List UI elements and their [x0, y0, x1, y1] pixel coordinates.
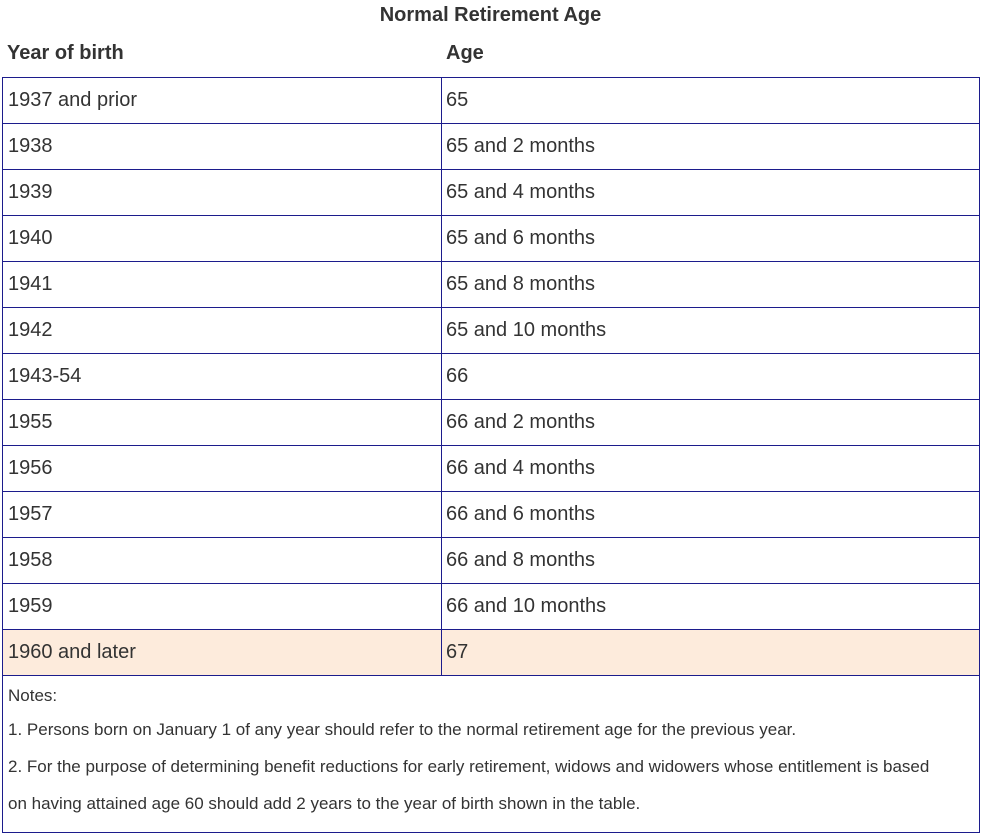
year-cell: 1937 and prior — [3, 78, 442, 123]
year-cell: 1941 — [3, 262, 442, 307]
age-cell: 65 — [446, 89, 469, 111]
year-cell: 1960 and later — [3, 630, 442, 675]
retirement-age-table — [2, 77, 980, 676]
table-row — [2, 584, 980, 630]
age-cell: 66 — [446, 365, 469, 387]
header-age: Age — [446, 42, 484, 64]
table-header-row — [0, 30, 981, 77]
age-cell: 66 and 4 months — [446, 457, 595, 479]
table-row — [2, 538, 980, 584]
header-year-of-birth: Year of birth — [7, 42, 124, 64]
note-item: 2. For the purpose of determining benefit reductions for early retirement, widows and widowers whose entitlement is based — [8, 757, 930, 776]
age-cell: 65 and 4 months — [446, 181, 595, 203]
year-cell: 1939 — [3, 170, 442, 215]
table-row — [2, 124, 980, 170]
table-row — [2, 170, 980, 216]
age-cell: 66 and 8 months — [446, 549, 595, 571]
note-item: 1. Persons born on January 1 of any year should refer to the normal retirement age for the previous year. — [8, 720, 797, 739]
year-cell: 1955 — [3, 400, 442, 445]
year-cell: 1957 — [3, 492, 442, 537]
year-cell: 1959 — [3, 584, 442, 629]
table-row — [2, 308, 980, 354]
table-caption: Normal Retirement Age — [379, 4, 602, 26]
table-row — [2, 446, 980, 492]
age-cell: 66 and 2 months — [446, 411, 595, 433]
age-cell: 67 — [446, 641, 469, 663]
age-cell: 65 and 2 months — [446, 135, 595, 157]
age-cell: 65 and 6 months — [446, 227, 595, 249]
note-item: on having attained age 60 should add 2 years to the year of birth shown in the table. — [8, 794, 641, 813]
table-row — [2, 77, 980, 124]
notes-heading: Notes: — [8, 686, 58, 705]
year-cell: 1938 — [3, 124, 442, 169]
table-row — [2, 262, 980, 308]
year-cell: 1942 — [3, 308, 442, 353]
year-cell: 1958 — [3, 538, 442, 583]
table-row — [2, 492, 980, 538]
table-row — [2, 400, 980, 446]
year-cell: 1956 — [3, 446, 442, 491]
age-cell: 65 and 10 months — [446, 319, 607, 341]
age-cell: 65 and 8 months — [446, 273, 595, 295]
table-row — [2, 354, 980, 400]
year-cell: 1940 — [3, 216, 442, 261]
table-row — [2, 216, 980, 262]
year-cell: 1943-54 — [3, 354, 442, 399]
age-cell: 66 and 10 months — [446, 595, 607, 617]
notes-section — [2, 675, 980, 833]
table-row-highlighted — [2, 630, 980, 676]
age-cell: 66 and 6 months — [446, 503, 595, 525]
